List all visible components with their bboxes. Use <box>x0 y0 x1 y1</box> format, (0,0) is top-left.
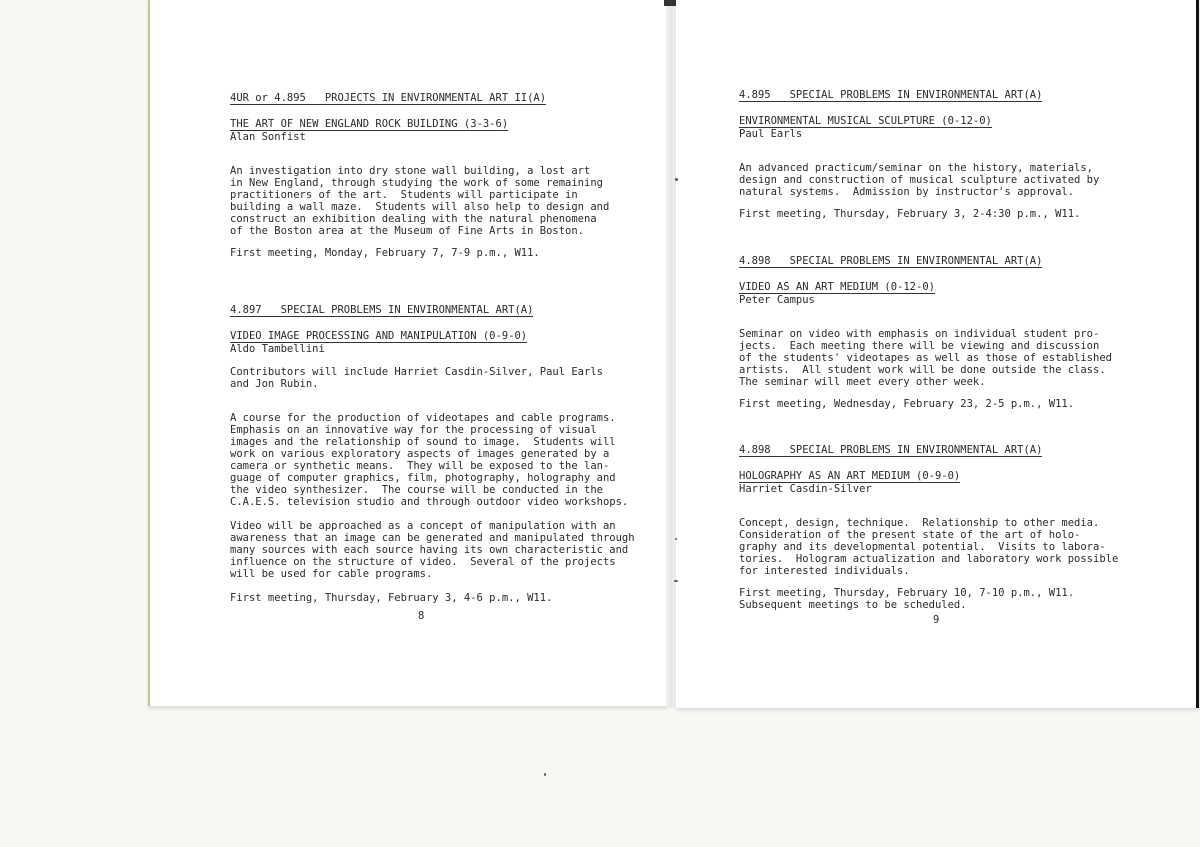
course-first-meeting: First meeting, Monday, February 7, 7-9 p.m., W11. <box>230 247 540 259</box>
course-instructor: Peter Campus <box>739 294 815 306</box>
course-heading: 4.898 SPECIAL PROBLEMS IN ENVIRONMENTAL ART(A) <box>739 444 1043 456</box>
course-description: Concept, design, technique. Relationship to other media. Consideration of the present state of the art of holo- graphy and its developmental potential. Visits to labora- tories. Hologram actualization and laboratory work possible for interested individuals. <box>739 517 1119 577</box>
course-first-meeting: First meeting, Thursday, February 3, 2-4:30 p.m., W11. <box>739 208 1081 220</box>
right-page <box>676 0 1199 708</box>
page-number: 8 <box>418 610 425 622</box>
course-first-meeting: First meeting, Thursday, February 3, 4-6 p.m., W11. <box>230 592 553 604</box>
course-block <box>739 255 1199 410</box>
course-title: VIDEO AS AN ART MEDIUM (0-12-0) <box>739 281 935 293</box>
course-title: ENVIRONMENTAL MUSICAL SCULPTURE (0-12-0) <box>739 115 992 127</box>
course-instructor: Alan Sonfist <box>230 131 306 143</box>
course-heading: 4.897 SPECIAL PROBLEMS IN ENVIRONMENTAL ART(A) <box>230 304 534 316</box>
course-first-meeting: First meeting, Wednesday, February 23, 2-5 p.m., W11. <box>739 398 1075 410</box>
course-block <box>230 304 690 604</box>
left-page <box>148 0 668 706</box>
course-heading: 4.895 SPECIAL PROBLEMS IN ENVIRONMENTAL ART(A) <box>739 89 1043 101</box>
paper-speck <box>675 538 677 540</box>
course-block <box>739 89 1199 220</box>
course-block <box>739 444 1199 611</box>
course-instructor: Harriet Casdin-Silver <box>739 483 872 495</box>
course-heading: 4.898 SPECIAL PROBLEMS IN ENVIRONMENTAL ART(A) <box>739 255 1043 267</box>
page-number: 9 <box>933 614 940 626</box>
course-title: THE ART OF NEW ENGLAND ROCK BUILDING (3-3-6) <box>230 118 509 130</box>
paper-speck <box>675 178 678 181</box>
course-contributors: Contributors will include Harriet Casdin-Silver, Paul Earls and Jon Rubin. <box>230 366 603 390</box>
book-gutter <box>666 0 676 708</box>
course-first-meeting: First meeting, Thursday, February 10, 7-10 p.m., W11. Subsequent meetings to be scheduled. <box>739 587 1075 611</box>
paper-speck <box>544 773 546 776</box>
paper-speck <box>674 580 678 582</box>
course-description: An advanced practicum/seminar on the history, materials, design and construction of musical sculpture activated by natural systems. Admission by instructor's approval. <box>739 162 1100 198</box>
course-description: A course for the production of videotapes and cable programs. Emphasis on an innovative way for the processing of visual images and the relationship of sound to image. Students will work on various exploratory aspects of images generated by a camera or synthetic means. They will be exposed to the lan- guage of computer graphics, film, photography, holography and the video synthesizer. The course will be conducted in the C.A.E.S. television studio and through outdoor video workshops. <box>230 412 629 508</box>
course-title: VIDEO IMAGE PROCESSING AND MANIPULATION (0-9-0) <box>230 330 528 342</box>
course-instructor: Paul Earls <box>739 128 803 140</box>
course-description: Video will be approached as a concept of manipulation with an awareness that an image can be generated and manipulated through many sources with each source having its own characteristic and influence on the structure of video. Several of the projects will be used for cable programs. <box>230 520 635 580</box>
course-heading: 4UR or 4.895 PROJECTS IN ENVIRONMENTAL ART II(A) <box>230 92 547 104</box>
course-instructor: Aldo Tambellini <box>230 343 325 355</box>
course-block <box>230 92 690 259</box>
course-description: An investigation into dry stone wall building, a lost art in New England, through studying the work of some remaining practitioners of the art. Students will participate in building a wall maze. Students will also help to design and construct an exhibition dealing with the natural phenomena of the Boston area at the Museum of Fine Arts in Boston. <box>230 165 610 237</box>
course-description: Seminar on video with emphasis on individual student pro- jects. Each meeting there will be viewing and discussion of the students' videotapes as well as those of established artists. All student work will be done outside the class. The seminar will meet every other week. <box>739 328 1112 388</box>
course-title: HOLOGRAPHY AS AN ART MEDIUM (0-9-0) <box>739 470 961 482</box>
